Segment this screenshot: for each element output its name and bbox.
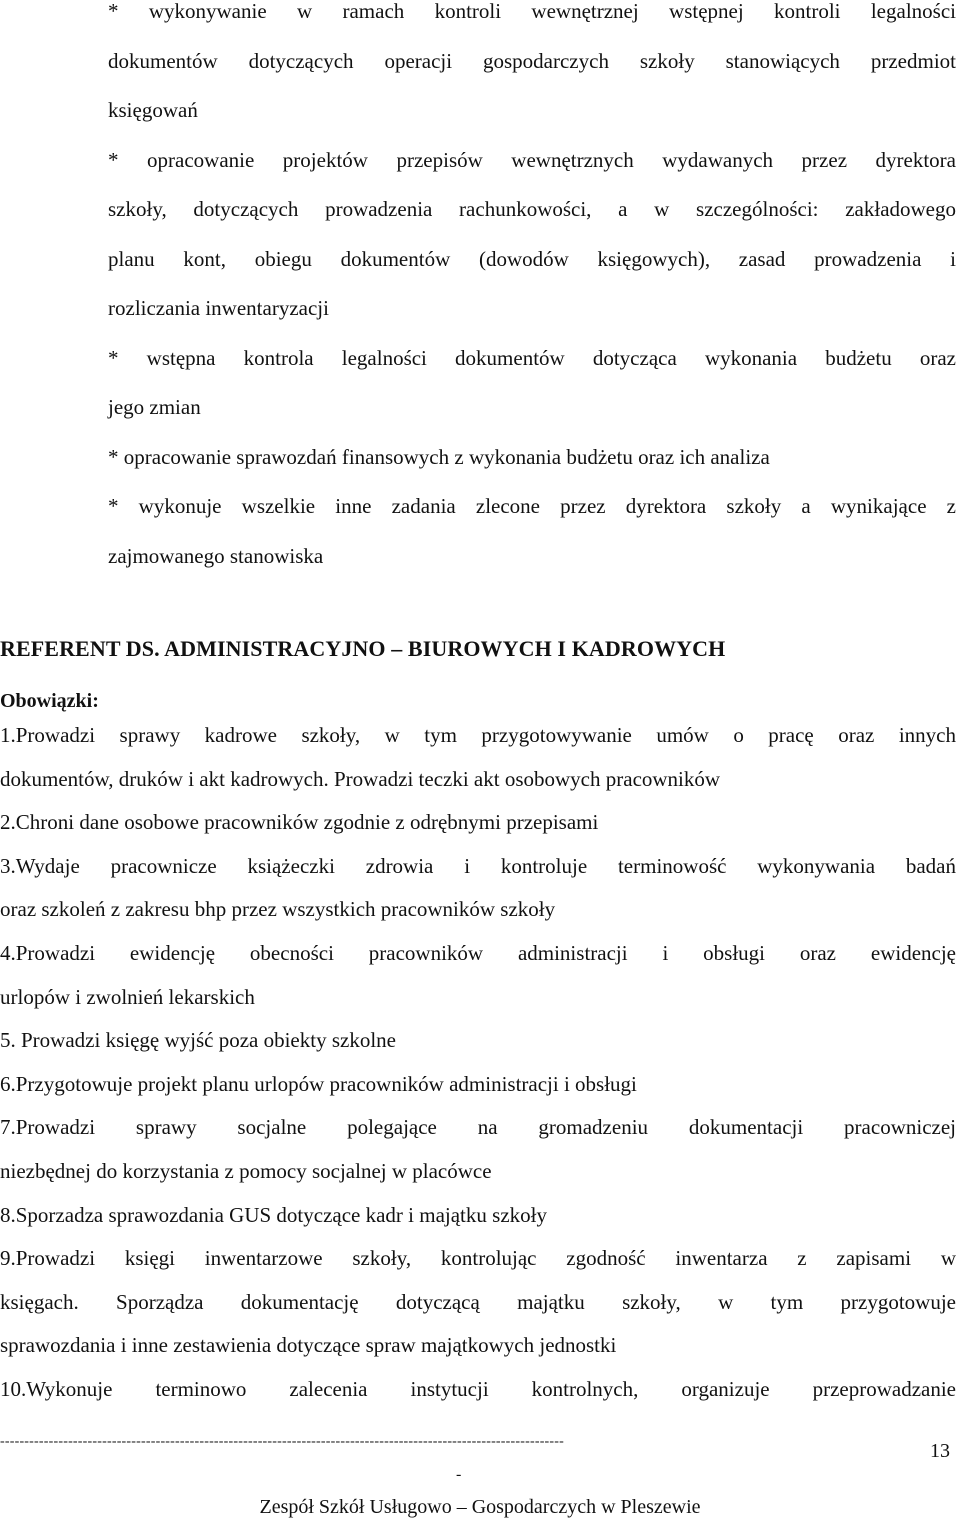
intro-line: * opracowanie projektów przepisów wewnętrznych wydawanych przez dyrektora xyxy=(108,147,956,172)
duty-line: niezbędnej do korzystania z pomocy socjalnej w placówce xyxy=(0,1158,492,1183)
duty-line: urlopów i zwolnień lekarskich xyxy=(0,984,255,1009)
duty-line: księgach. Sporządza dokumentację dotyczącą majątku szkoły, w tym przygotowuje xyxy=(0,1289,956,1314)
duty-line: 1.Prowadzi sprawy kadrowe szkoły, w tym przygotowywanie umów o pracę oraz innych xyxy=(0,723,956,747)
duty-line: 7.Prowadzi sprawy socjalne polegające na gromadzeniu dokumentacji pracowniczej xyxy=(0,1115,956,1140)
intro-task-list xyxy=(108,0,956,581)
duty-line: 5. Prowadzi księgę wyjść poza obiekty szkolne xyxy=(0,1028,396,1053)
intro-line: * wstępna kontrola legalności dokumentów dotycząca wykonania budżetu oraz xyxy=(108,345,956,370)
duties-heading: Obowiązki: xyxy=(0,690,99,712)
intro-line: szkoły, dotyczących prowadzenia rachunkowości, a w szczególności: zakładowego xyxy=(108,197,956,221)
duty-line: oraz szkoleń z zakresu bhp przez wszystkich pracowników szkoły xyxy=(0,897,556,922)
page-number: 13 xyxy=(930,1440,950,1462)
intro-line: planu kont, obiegu dokumentów (dowodów księgowych), zasad prowadzenia i xyxy=(108,246,956,271)
footer-separator-tail: - xyxy=(456,1466,462,1483)
intro-line: zajmowanego stanowiska xyxy=(108,543,324,568)
intro-line: księgowań xyxy=(108,98,198,122)
duty-line: sprawozdania i inne zestawienia dotyczące spraw majątkowych jednostki xyxy=(0,1333,617,1358)
footer-school-name: Zespół Szkół Usługowo – Gospodarczych w Pleszewie xyxy=(259,1496,701,1518)
duty-line: 10.Wykonuje terminowo zalecenia instytucji kontrolnych, organizuje przeprowadzanie xyxy=(0,1376,956,1401)
duty-line: 8.Sporzadza sprawozdania GUS dotyczące kadr i majątku szkoły xyxy=(0,1202,547,1227)
duties-list xyxy=(0,714,956,1412)
duty-line: 4.Prowadzi ewidencję obecności pracowników administracji i obsługi oraz ewidencję xyxy=(0,940,956,965)
intro-line: * wykonywanie w ramach kontroli wewnętrznej wstępnej kontroli legalności xyxy=(108,0,956,23)
intro-line: * opracowanie sprawozdań finansowych z wykonania budżetu oraz ich analiza xyxy=(108,444,770,469)
intro-line: * wykonuje wszelkie inne zadania zlecone przez dyrektora szkoły a wynikające z xyxy=(108,494,956,518)
intro-line: dokumentów dotyczących operacji gospodarczych szkoły stanowiących przedmiot xyxy=(108,48,956,73)
footer-separator: -------------------------------------------------------------------------------------------------------------------- xyxy=(0,1434,565,1449)
duty-line: 2.Chroni dane osobowe pracowników zgodnie z odrębnymi przepisami xyxy=(0,810,599,835)
duty-line: dokumentów, druków i akt kadrowych. Prowadzi teczki akt osobowych pracowników xyxy=(0,766,721,791)
duty-line: 6.Przygotowuje projekt planu urlopów pracowników administracji i obsługi xyxy=(0,1071,637,1096)
intro-line: jego zmian xyxy=(108,395,201,419)
section-heading: REFERENT DS. ADMINISTRACYJNO – BIUROWYCH I KADROWYCH xyxy=(0,636,726,661)
duty-line: 3.Wydaje pracownicze książeczki zdrowia i kontroluje terminowość wykonywania badań xyxy=(0,853,956,878)
intro-line: rozliczania inwentaryzacji xyxy=(108,296,329,320)
duty-line: 9.Prowadzi księgi inwentarzowe szkoły, kontrolując zgodność inwentarza z zapisami w xyxy=(0,1246,956,1271)
